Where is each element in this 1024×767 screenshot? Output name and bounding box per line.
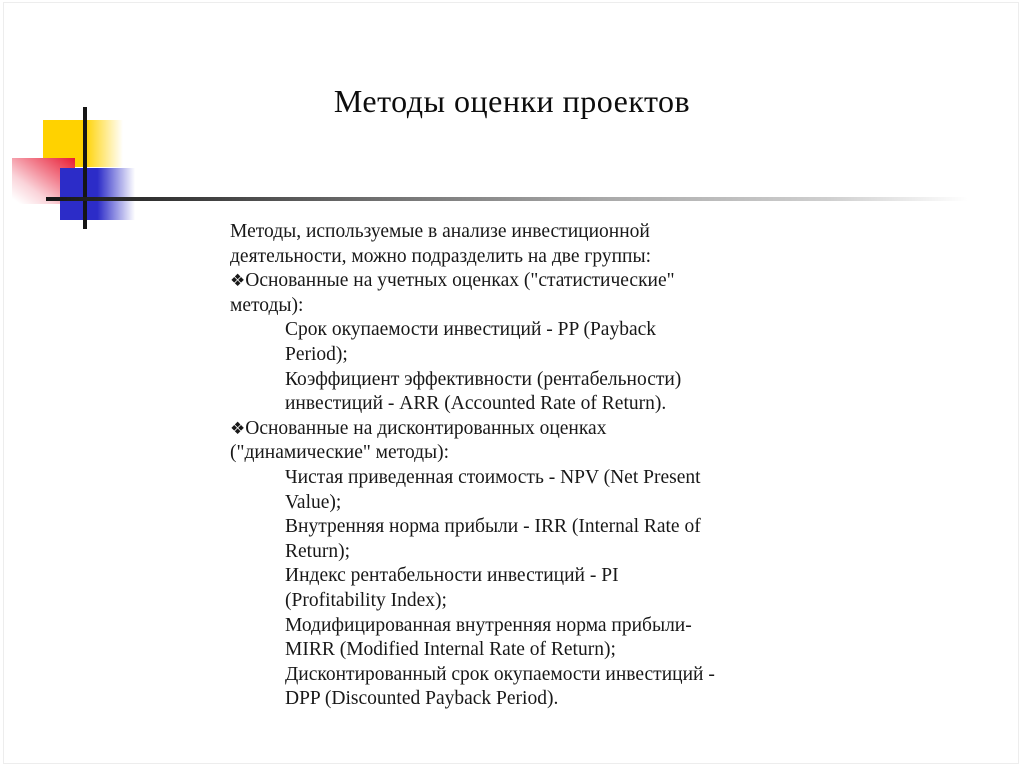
body-text-block xyxy=(230,220,790,712)
page-title: Методы оценки проектов xyxy=(333,83,691,119)
body-line: MIRR (Modified Internal Rate of Return); xyxy=(285,639,616,661)
body-line: Коэффициент эффективности (рентабельности) xyxy=(285,368,682,390)
body-line: деятельности, можно подразделить на две группы: xyxy=(230,245,651,267)
bullet-diamond-icon: ❖ xyxy=(230,418,246,439)
bullet-diamond-icon: ❖ xyxy=(230,271,246,292)
body-line: Срок окупаемости инвестиций - PP (Payback xyxy=(285,319,657,341)
body-line: Return); xyxy=(285,540,350,562)
decor-horizontal-divider-line xyxy=(46,197,968,201)
body-line: Модифицированная внутренняя норма прибыли- xyxy=(285,614,692,636)
body-line: Дисконтированный срок окупаемости инвестиций - xyxy=(285,663,715,685)
body-line: Индекс рентабельности инвестиций - PI xyxy=(285,565,619,587)
body-line: (Profitability Index); xyxy=(285,589,447,611)
body-line: ❖Основанные на учетных оценках ("статистические" xyxy=(230,269,790,294)
body-line: методы): xyxy=(230,294,304,316)
body-line: ❖Основанные на дисконтированных оценках xyxy=(230,417,790,442)
body-line: Value); xyxy=(285,491,342,513)
body-line: инвестиций - ARR (Accounted Rate of Return). xyxy=(285,393,667,415)
body-line: ("динамические" методы): xyxy=(230,442,450,464)
body-line: Period); xyxy=(285,343,348,365)
body-line: Методы, используемые в анализе инвестиционной xyxy=(230,221,650,242)
decor-vertical-crosshair-line xyxy=(83,107,87,229)
body-line: Внутренняя норма прибыли - IRR (Internal Rate of xyxy=(285,516,701,538)
body-line: Чистая приведенная стоимость - NPV (Net Present xyxy=(285,466,701,488)
decor-blue-square xyxy=(60,168,135,220)
body-line: DPP (Discounted Payback Period). xyxy=(285,688,559,710)
